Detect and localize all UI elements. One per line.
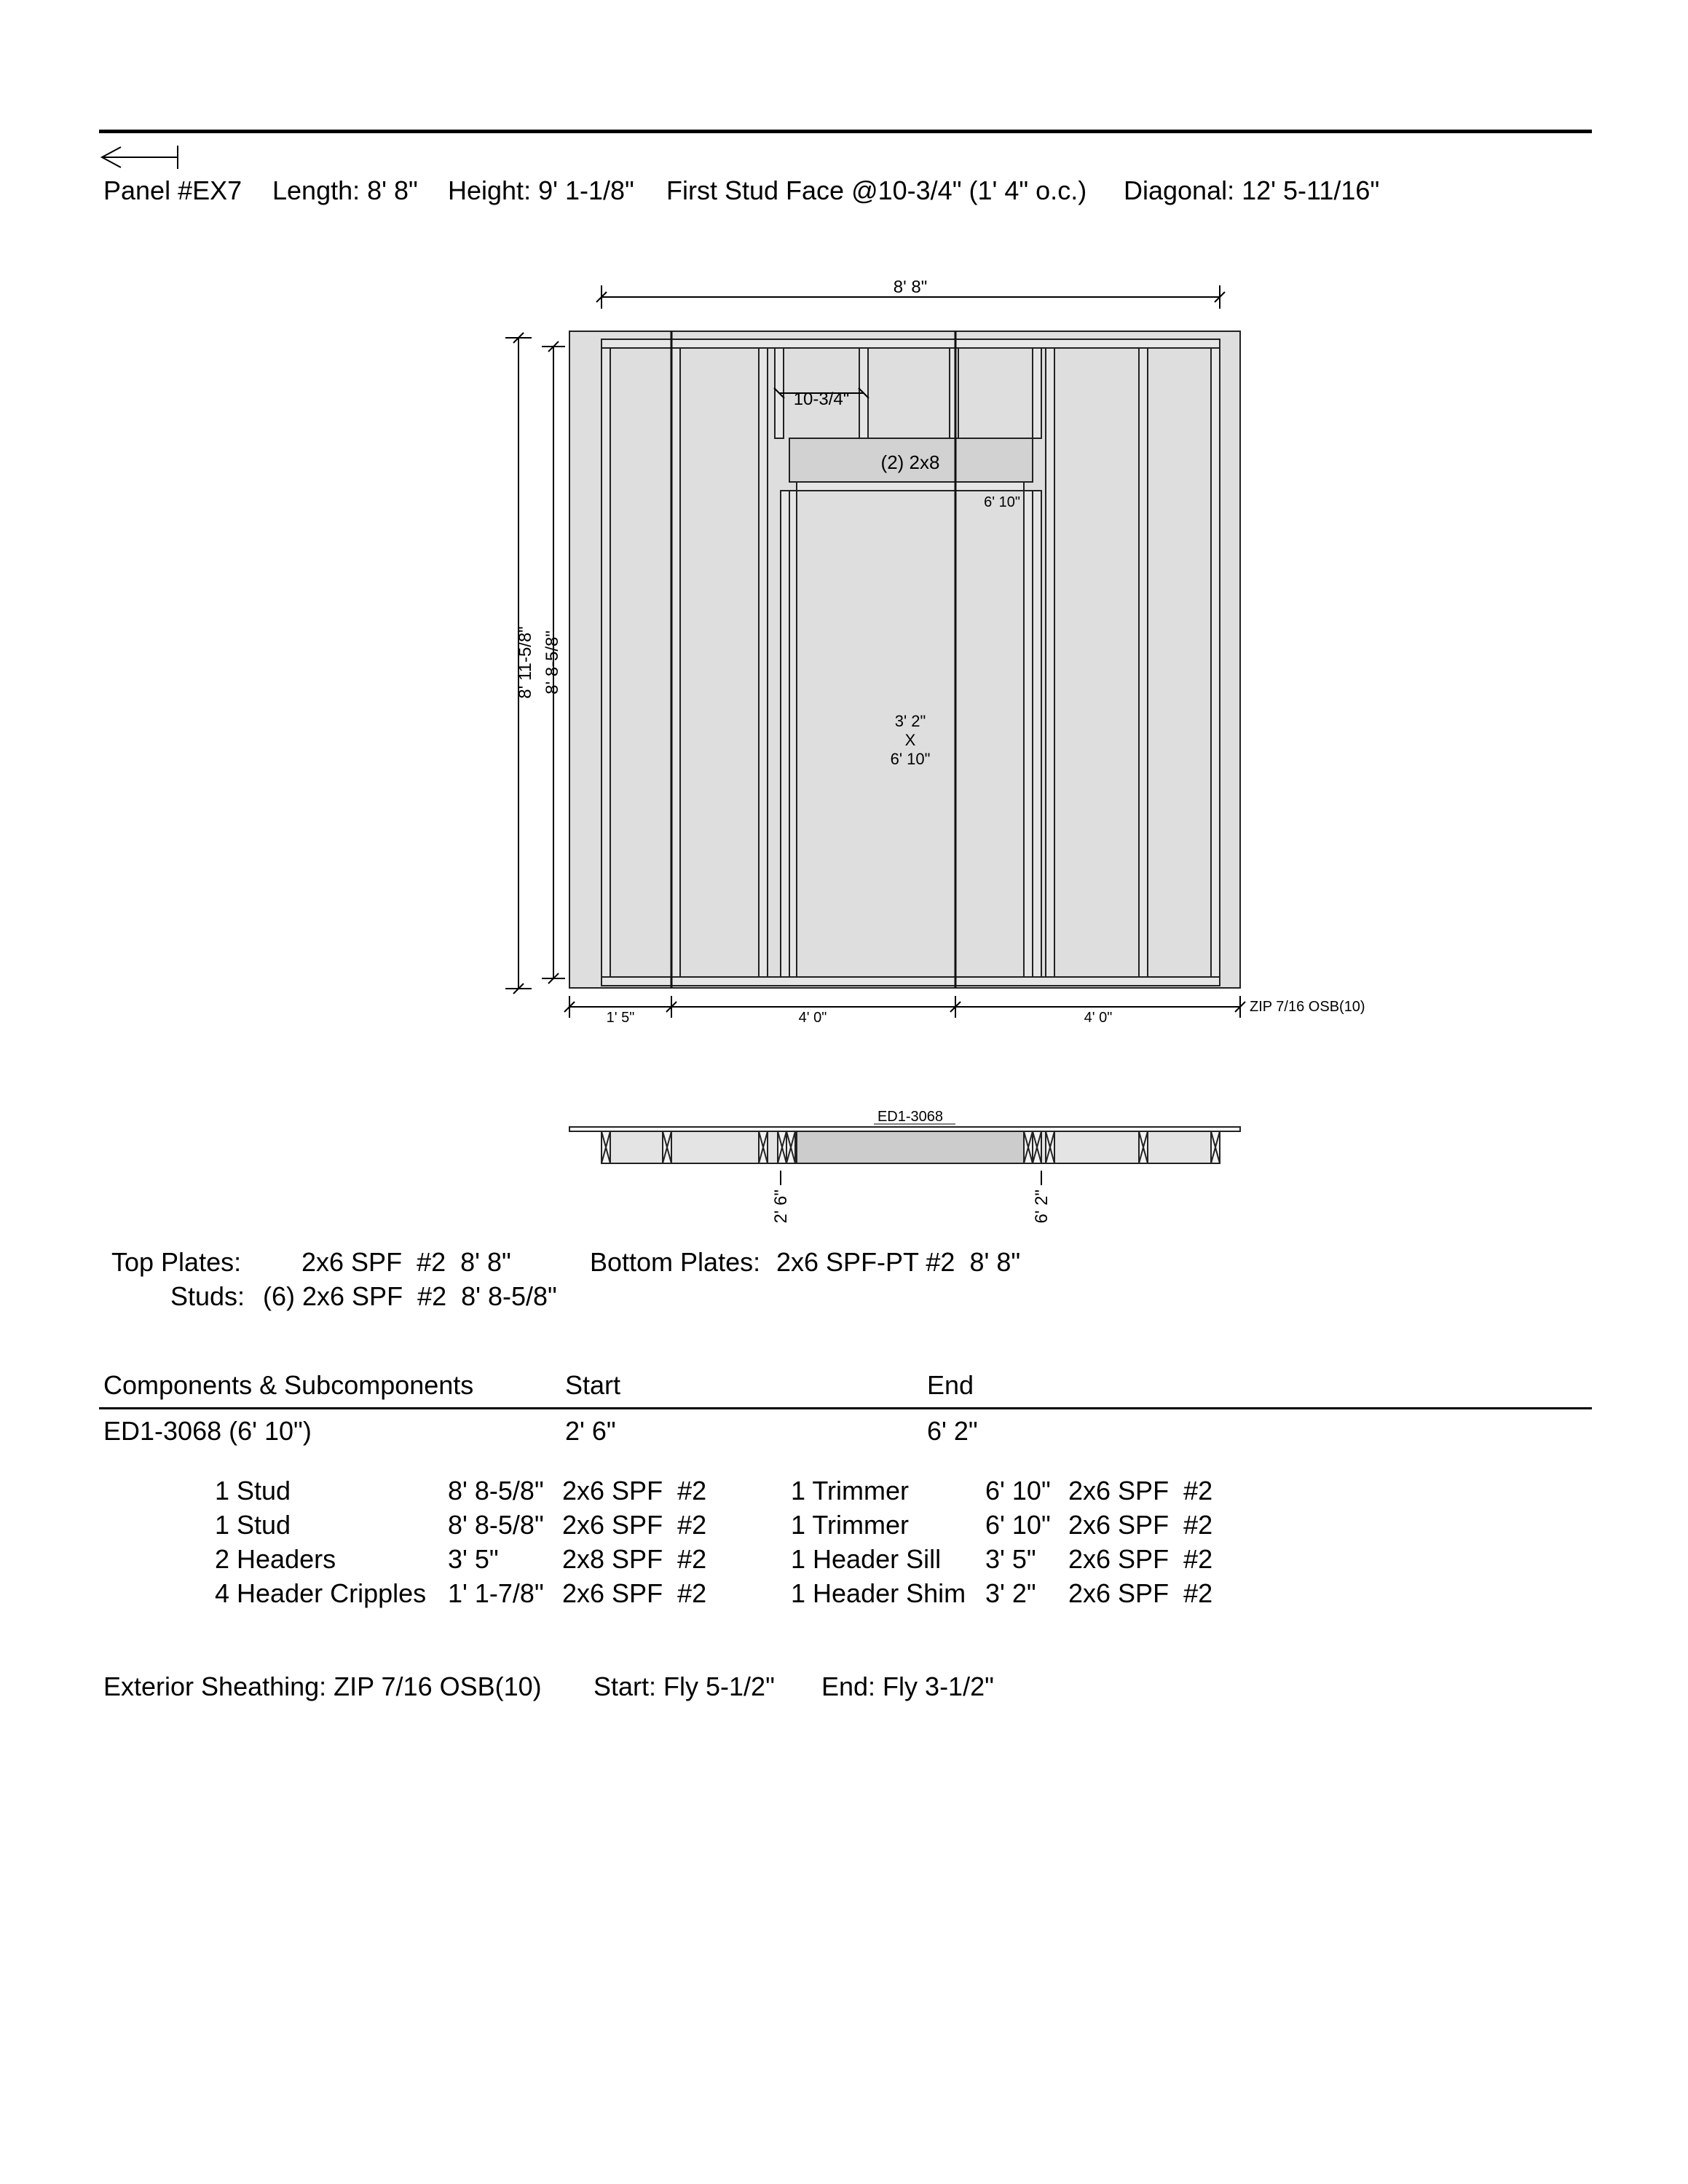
stud xyxy=(671,348,680,977)
plan-opening-label: ED1-3068 xyxy=(877,1109,944,1125)
sub-left-3-material: 2x8 SPF #2 xyxy=(562,1544,707,1574)
top-plates-label: Top Plates: xyxy=(111,1247,242,1277)
end-header: End xyxy=(927,1370,974,1400)
sub-right-4-length: 3' 2" xyxy=(985,1578,1036,1608)
sub-right-1-name: 1 Trimmer xyxy=(791,1476,909,1506)
sub-right-2-material: 2x6 SPF #2 xyxy=(1068,1510,1213,1540)
sub-left-1-material: 2x6 SPF #2 xyxy=(562,1476,707,1506)
sub-right-4-name: 1 Header Shim xyxy=(791,1578,966,1608)
panel-length: Length: 8' 8" xyxy=(272,175,418,205)
trimmer xyxy=(1033,491,1041,977)
sub-right-3-name: 1 Header Sill xyxy=(791,1544,942,1574)
trimmer xyxy=(781,491,789,977)
trimmer-inner xyxy=(789,491,797,977)
sub-right-1-material: 2x6 SPF #2 xyxy=(1068,1476,1213,1506)
sub-right-2-length: 6' 10" xyxy=(985,1510,1051,1540)
panel-height: Height: 9' 1-1/8" xyxy=(448,175,634,205)
bottom-plate xyxy=(602,977,1220,986)
plan-end-dim: 6' 2" xyxy=(1032,1190,1052,1224)
studs-label: Studs: xyxy=(170,1281,245,1311)
sub-right-4-material: 2x6 SPF #2 xyxy=(1068,1578,1213,1608)
stud xyxy=(602,348,610,977)
sub-left-4-length: 1' 1-7/8" xyxy=(448,1578,544,1608)
sub-right-2-name: 1 Trimmer xyxy=(791,1510,909,1540)
wall-elevation-drawing xyxy=(0,0,1688,1056)
header-cripple xyxy=(1033,348,1041,438)
sub-left-2-length: 8' 8-5/8" xyxy=(448,1510,544,1540)
sub-right-1-length: 6' 10" xyxy=(985,1476,1051,1506)
header-height-label: 6' 10" xyxy=(984,494,1020,510)
opening-height-label: 6' 10" xyxy=(890,750,931,768)
panel-id: Panel #EX7 xyxy=(103,175,242,205)
plan-opening xyxy=(797,1131,1024,1163)
sub-left-4-material: 2x6 SPF #2 xyxy=(562,1578,707,1608)
header-label: (2) 2x8 xyxy=(880,451,940,473)
sub-left-4-name: 4 Header Cripples xyxy=(215,1578,427,1608)
components-rule xyxy=(99,1407,1592,1409)
sheathing-note-label: ZIP 7/16 OSB(10) xyxy=(1250,999,1365,1015)
overall-width-label: 8' 8" xyxy=(893,277,928,297)
king-stud xyxy=(1046,348,1054,977)
king-stud xyxy=(759,348,768,977)
component-name: ED1-3068 (6' 10") xyxy=(103,1416,312,1446)
sub-left-1-length: 8' 8-5/8" xyxy=(448,1476,544,1506)
stud xyxy=(1139,348,1148,977)
stud-height-label: 8' 8-5/8" xyxy=(543,630,562,695)
component-end: 6' 2" xyxy=(927,1416,978,1446)
top-plate xyxy=(602,339,1220,348)
panel-diagonal: Diagonal: 12' 5-11/16" xyxy=(1124,175,1380,205)
sub-left-2-name: 1 Stud xyxy=(215,1510,291,1540)
bottom-plates-label: Bottom Plates: xyxy=(590,1247,761,1277)
sub-left-3-name: 2 Headers xyxy=(215,1544,336,1574)
components-header: Components & Subcomponents xyxy=(103,1370,474,1400)
top-plates-value: 2x6 SPF #2 8' 8" xyxy=(301,1247,511,1277)
opening-width-label: 3' 2" xyxy=(894,712,926,730)
bottom-plates-value: 2x6 SPF-PT #2 8' 8" xyxy=(776,1247,1021,1277)
sub-left-2-material: 2x6 SPF #2 xyxy=(562,1510,707,1540)
sub-right-3-material: 2x6 SPF #2 xyxy=(1068,1544,1213,1574)
cripple-dim-label: 10-3/4" xyxy=(793,389,850,409)
sub-left-1-name: 1 Stud xyxy=(215,1476,291,1506)
trimmer xyxy=(1024,491,1033,977)
sub-left-3-length: 3' 5" xyxy=(448,1544,499,1574)
opening-x-label: X xyxy=(904,731,916,749)
header-sill xyxy=(797,482,1024,491)
exterior-sheathing: Exterior Sheathing: ZIP 7/16 OSB(10) xyxy=(103,1671,542,1701)
sheathing-end: End: Fly 3-1/2" xyxy=(821,1671,994,1701)
panel-first-stud: First Stud Face @10-3/4" (1' 4" o.c.) xyxy=(666,175,1087,205)
header-cripple xyxy=(950,348,958,438)
studs-value: (6) 2x6 SPF #2 8' 8-5/8" xyxy=(263,1281,557,1311)
start-header: Start xyxy=(565,1370,621,1400)
wall-plan-drawing xyxy=(0,1092,1688,1238)
sheathing-start: Start: Fly 5-1/2" xyxy=(593,1671,775,1701)
segment-1-label: 1' 5" xyxy=(606,1010,635,1026)
segment-3-label: 4' 0" xyxy=(1084,1010,1113,1026)
overall-height-label: 8' 11-5/8" xyxy=(516,626,535,699)
sub-right-3-length: 3' 5" xyxy=(985,1544,1036,1574)
component-start: 2' 6" xyxy=(565,1416,616,1446)
plan-start-dim: 2' 6" xyxy=(771,1190,791,1224)
segment-2-label: 4' 0" xyxy=(798,1010,827,1026)
stud xyxy=(1211,348,1220,977)
